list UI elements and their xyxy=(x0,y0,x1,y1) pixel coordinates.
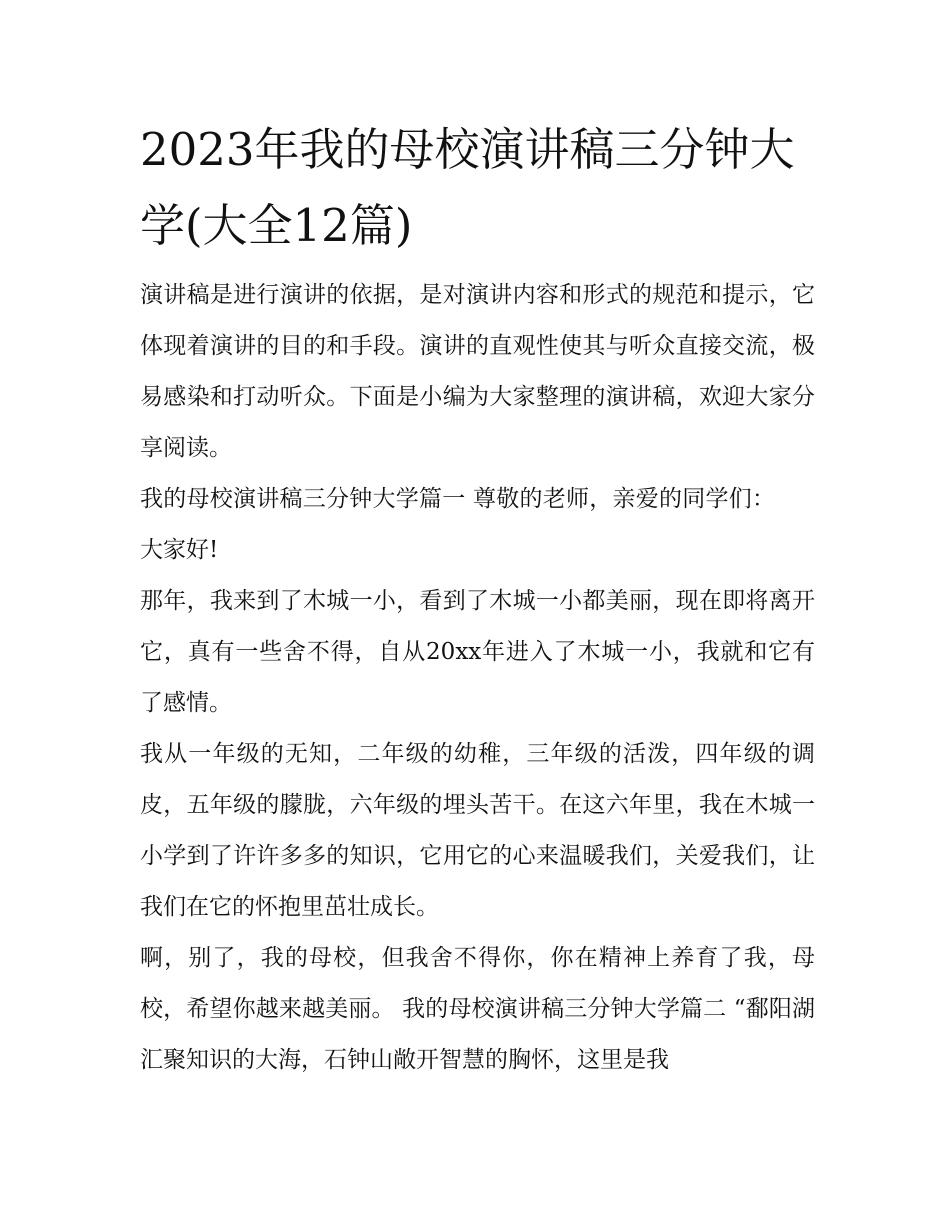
paragraph-six-years: 我从一年级的无知，二年级的幼稚，三年级的活泼，四年级的调皮，五年级的朦胧，六年级的埋头苦干。在这六年里，我在木城一小学到了许许多多的知识，它用它的心来温暖我们，关爱我们，让我们在它的怀抱里茁壮成长。 xyxy=(140,741,815,920)
paragraph-arrival: 那年，我来到了木城一小，看到了木城一小都美丽，现在即将离开它，真有一些舍不得，自从20xx年进入了木城一小，我就和它有了感情。 xyxy=(140,588,815,716)
paragraph-section-one-greeting: 我的母校演讲稿三分钟大学篇一 尊敬的老师，亲爱的同学们： 大家好! xyxy=(140,486,775,563)
paragraph-intro: 演讲稿是进行演讲的依据，是对演讲内容和形式的规范和提示，它体现着演讲的目的和手段。演讲的直观性使其与听众直接交流，极易感染和打动听众。下面是小编为大家整理的演讲稿，欢迎大家分享阅读。 xyxy=(140,282,815,461)
document-page xyxy=(140,112,815,1086)
paragraph-farewell: 啊，别了，我的母校，但我舍不得你，你在精神上养育了我，母校，希望你越来越美丽。 我的母校演讲稿三分钟大学篇二 “鄱阳湖汇聚知识的大海，石钟山敞开智慧的胸怀，这里是我 xyxy=(140,945,815,1073)
document-title: 2023年我的母校演讲稿三分钟大学(大全12篇) xyxy=(140,123,795,252)
